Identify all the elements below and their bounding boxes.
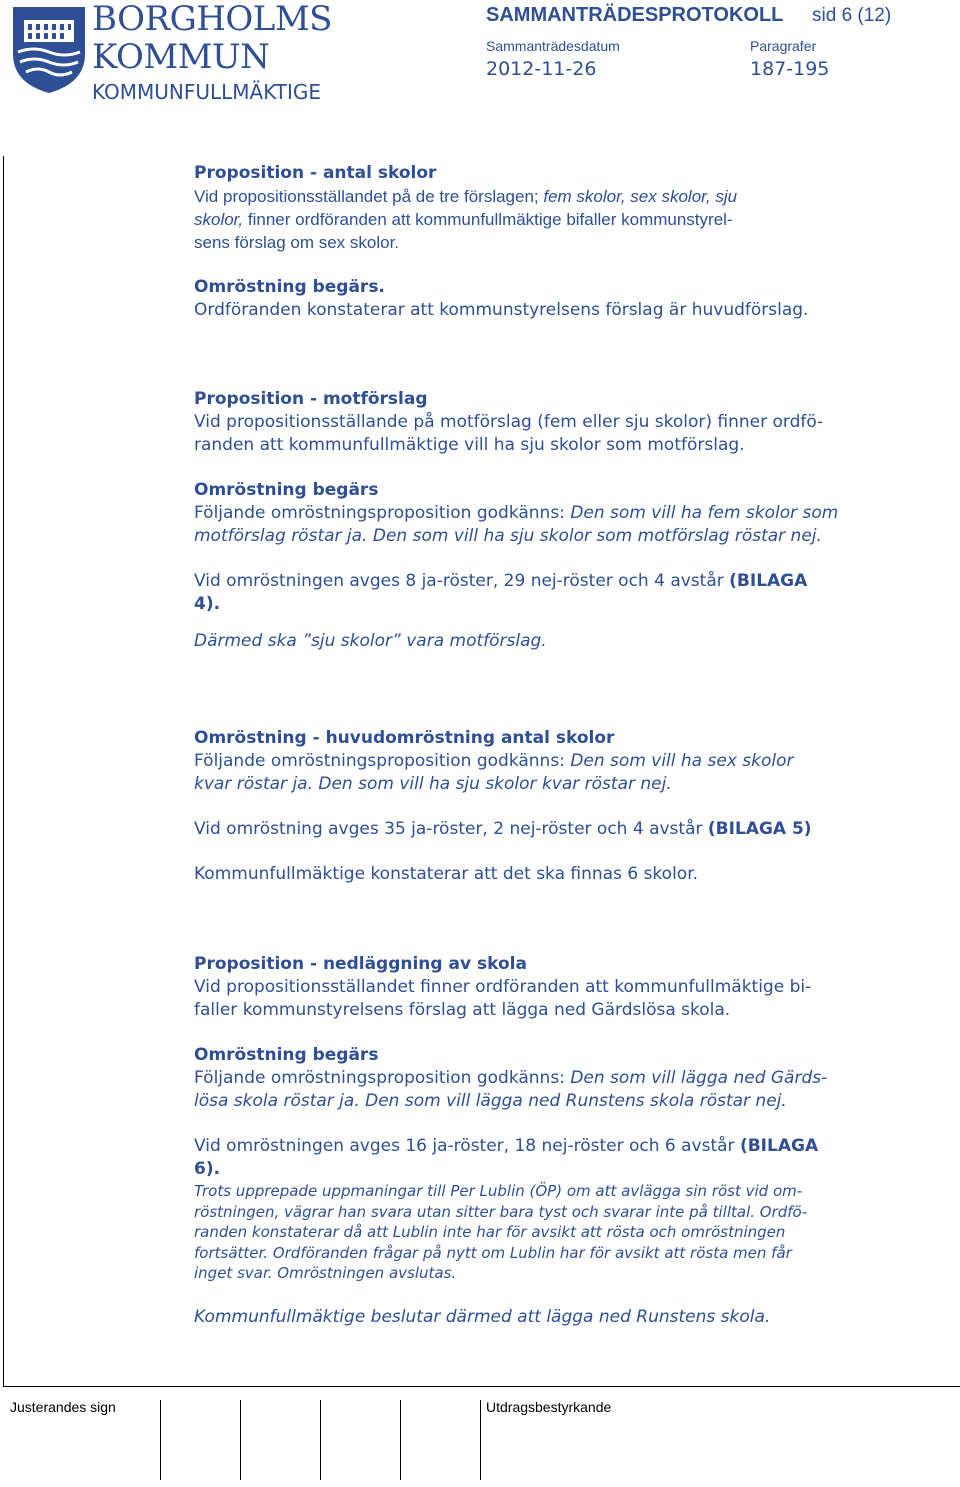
proposition-text: kvar röstar ja. Den som vill ha sju skolor kvar röstar nej. bbox=[194, 774, 672, 794]
attachment-ref: 4). bbox=[194, 594, 221, 614]
section-nedlaggning bbox=[194, 953, 914, 1329]
proposition-text: motförslag röstar ja. Den som vill ha sju skolor som motförslag röstar nej. bbox=[194, 526, 822, 546]
council-name: KOMMUNFULLMÄKTIGE bbox=[92, 80, 322, 104]
body-text: Vid propositionsställandet på de tre förslagen; bbox=[194, 187, 539, 206]
page-frame-left bbox=[3, 156, 4, 1386]
body-text: faller kommunstyrelsens förslag att lägga ned Gärdslösa skola. bbox=[194, 1000, 731, 1020]
section-huvudomrostning bbox=[194, 727, 914, 886]
footer-divider bbox=[480, 1400, 481, 1480]
decision-text: Kommunfullmäktige beslutar därmed att lägga ned Runstens skola. bbox=[194, 1306, 771, 1327]
body-text: Följande omröstningsproposition godkänns: bbox=[194, 503, 565, 523]
body-text: Vid propositionsställande på motförslag (fem eller sju skolor) finner ordfö- bbox=[194, 412, 824, 432]
conclusion-text: Kommunfullmäktige konstaterar att det ska finnas 6 skolor. bbox=[194, 864, 699, 884]
attachment-ref: 6). bbox=[194, 1159, 221, 1179]
proposition-text: lösa skola röstar ja. Den som vill lägga ned Runstens skola röstar nej. bbox=[194, 1091, 787, 1111]
body-text-italic: skolor, bbox=[194, 210, 244, 229]
section-heading: Proposition - nedläggning av skola bbox=[194, 954, 527, 974]
body-text: Ordföranden konstaterar att kommunstyrelsens förslag är huvudförslag. bbox=[194, 300, 809, 320]
section-antal-skolor bbox=[194, 162, 914, 322]
attachment-ref: (BILAGA bbox=[729, 571, 808, 591]
section-heading: Omröstning - huvudomröstning antal skolor bbox=[194, 728, 615, 748]
meeting-date: 2012-11-26 bbox=[486, 58, 597, 80]
attachment-ref: (BILAGA bbox=[739, 1136, 819, 1156]
proposition-text: Den som vill ha sex skolor bbox=[570, 751, 794, 771]
footer-divider bbox=[160, 1400, 161, 1480]
body-text: Följande omröstningsproposition godkänns: bbox=[194, 1068, 565, 1088]
page-frame-bottom bbox=[3, 1386, 960, 1387]
vote-heading: Omröstning begärs bbox=[194, 1045, 379, 1065]
vote-heading: Omröstning begärs bbox=[194, 480, 379, 500]
vote-result: Vid omröstningen avges 16 ja-röster, 18 nej-röster och 6 avstår bbox=[194, 1136, 735, 1156]
vote-result: Vid omröstning avges 35 ja-röster, 2 nej-röster och 4 avstår bbox=[194, 819, 703, 839]
footer-divider bbox=[400, 1400, 401, 1480]
footer-divider bbox=[240, 1400, 241, 1480]
note-text: Trots upprepade uppmaningar till Per Lublin (ÖP) om att avlägga sin röst vid om- röstningen, vägrar han svara utan sitter bara tyst och svarar inte på tilltal. Ordfö- randen konstaterar då att Lublin inte har för avsikt att rösta och omröstningen fortsätter. Ordföranden frågar på nytt om Lublin har för avsikt att rösta men får inget svar. Omröstningen avslutas. bbox=[194, 1182, 808, 1282]
vote-result: Vid omröstningen avges 8 ja-röster, 29 nej-röster och 4 avstår bbox=[194, 571, 724, 591]
body-text: sens förslag om sex skolor. bbox=[194, 233, 400, 252]
paragraphs-label: Paragrafer bbox=[750, 38, 817, 54]
protocol-title: SAMMANTRÄDESPROTOKOLL bbox=[486, 4, 784, 26]
justification-signature-label: Justerandes sign bbox=[10, 1399, 116, 1415]
meeting-date-label: Sammanträdesdatum bbox=[486, 38, 620, 54]
proposition-text: Den som vill lägga ned Gärds- bbox=[570, 1068, 828, 1088]
extract-certification-label: Utdragsbestyrkande bbox=[486, 1399, 612, 1415]
section-heading: Proposition - motförslag bbox=[194, 389, 428, 409]
body-text: Vid propositionsställandet finner ordföranden att kommunfullmäktige bi- bbox=[194, 977, 812, 997]
section-motforslag bbox=[194, 388, 914, 653]
attachment-ref: (BILAGA 5) bbox=[707, 819, 812, 839]
municipality-crest-logo bbox=[10, 4, 88, 94]
body-text: finner ordföranden att kommunfullmäktige bifaller kommunstyrel- bbox=[247, 210, 733, 229]
municipality-name: BORGHOLMS KOMMUN bbox=[92, 0, 332, 77]
section-heading: Proposition - antal skolor bbox=[194, 163, 437, 183]
paragraphs-range: 187-195 bbox=[750, 58, 830, 80]
proposition-text: Den som vill ha fem skolor som bbox=[570, 503, 839, 523]
page-number: sid 6 (12) bbox=[812, 5, 892, 26]
body-text: randen att kommunfullmäktige vill ha sju skolor som motförslag. bbox=[194, 435, 745, 455]
conclusion-text: Därmed ska ”sju skolor” vara motförslag. bbox=[194, 631, 547, 651]
vote-heading: Omröstning begärs. bbox=[194, 277, 385, 297]
body-text-italic: fem skolor, sex skolor, sju bbox=[543, 187, 738, 206]
body-text: Följande omröstningsproposition godkänns: bbox=[194, 751, 565, 771]
footer-divider bbox=[320, 1400, 321, 1480]
